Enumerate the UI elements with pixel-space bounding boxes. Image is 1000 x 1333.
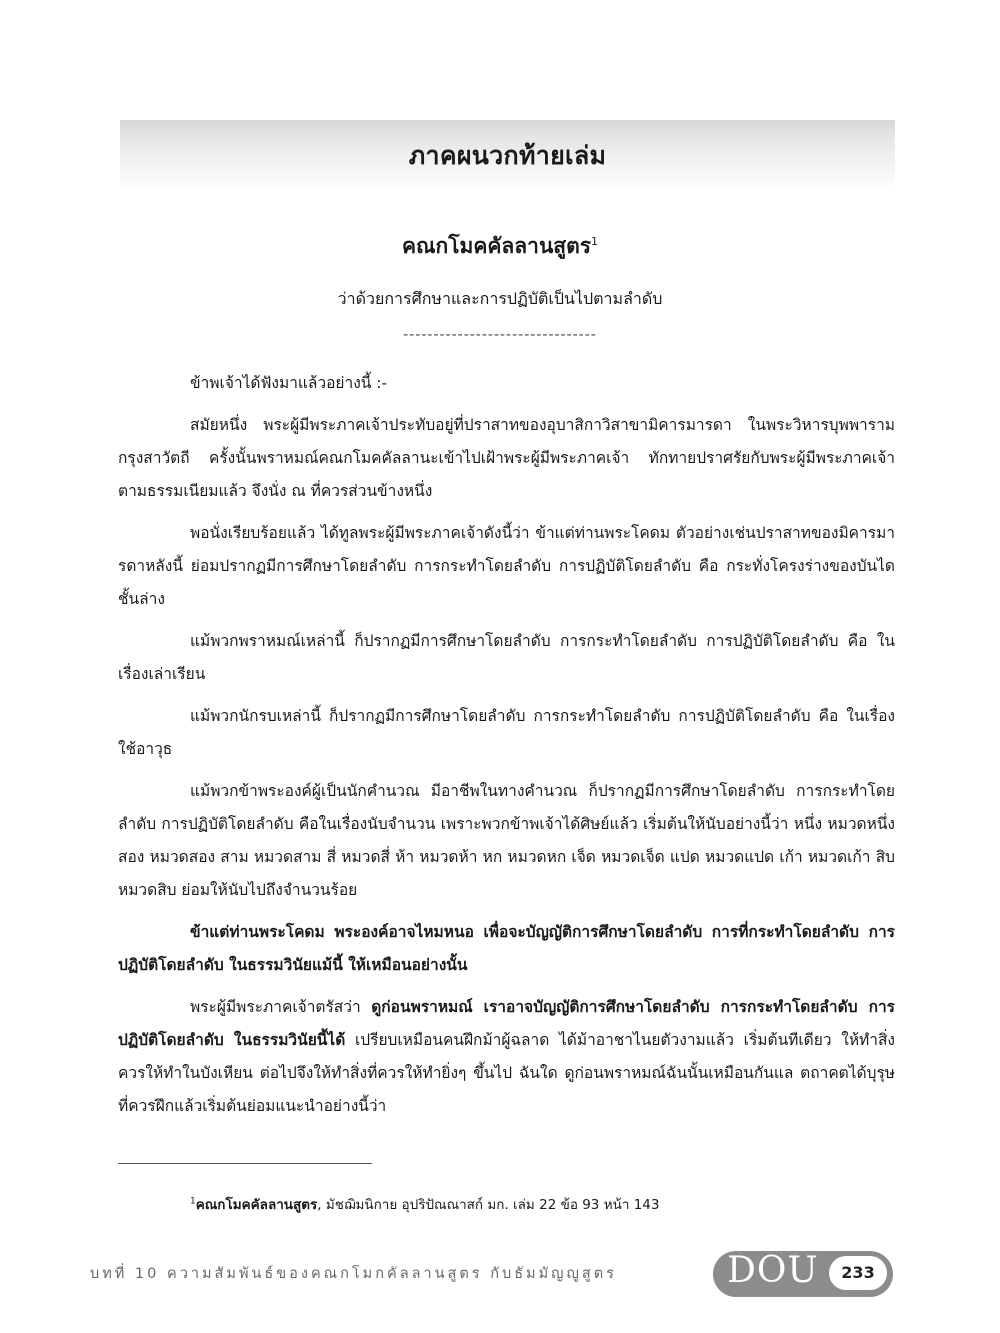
paragraph-text: เปรียบเหมือนคนฝึกม้าผู้ฉลาด ได้ม้าอาชาไนยตัวงามแล้ว เริ่มต้นทีเดียว ให้ทำสิ่งควรให้ทำในบังเหียน ต่อไปจึงให้ทำสิ่งที่ควรให้ทำยิ่งๆ ขึ้นไป ฉันใด ดูก่อนพราหมณ์ฉันนั้นเหมือนกันแล ตถาคตได้บุรุษที่ควรฝึกแล้วเริ่มต้นย่อมแนะนำอย่างนี้ว่า — [118, 1031, 895, 1115]
sutta-title-text: คณกโมคคัลลานสูตร — [401, 234, 592, 258]
section-title: ภาคผนวกท้ายเล่ม — [408, 141, 607, 170]
paragraph: แม้พวกพราหมณ์เหล่านี้ ก็ปรากฏมีการศึกษาโดยลำดับ การกระทำโดยลำดับ การปฏิบัติโดยลำดับ คือ ในเรื่องเล่าเรียน — [118, 632, 895, 683]
bold-text: ข้าแต่ท่านพระโคดม พระองค์อาจไหมหนอ เพื่อจะบัญญัติการศึกษาโดยลำดับ การที่กระทำโดยลำดับ การปฏิบัติโดยลำดับ ในธรรมวินัยแม้นี้ ให้เหมือนอย่างนั้น — [118, 923, 895, 974]
paragraph: แม้พวกนักรบเหล่านี้ ก็ปรากฏมีการศึกษาโดยลำดับ การกระทำโดยลำดับ การปฏิบัติโดยลำดับ คือ ในเรื่องใช้อาวุธ — [118, 707, 895, 758]
running-footer: บทที่ 10 ความสัมพันธ์ของคณกโมกคัลลานสูตร กับธัมมัญญูสูตร — [90, 1266, 617, 1282]
separator-line: -------------------------------- — [403, 327, 597, 343]
dou-logo: DOU — [727, 1250, 819, 1291]
page-number: 233 — [829, 1256, 887, 1290]
paragraph: สมัยหนึ่ง พระผู้มีพระภาคเจ้าประทับอยู่ที่ปราสาทของอุบาสิกาวิสาขามิคารมารดา ในพระวิหารบุพพาราม กรุงสาวัตถี ครั้งนั้นพราหมณ์คณกโมคคัลลานะเข้าไปเฝ้าพระผู้มีพระภาคเจ้า ทักทายปราศรัยกับพระผู้มีพระภาคเจ้า ตามธรรมเนียมแล้ว จึงนั่ง ณ ที่ควรส่วนข้างหนึ่ง — [118, 416, 895, 500]
body-text — [118, 367, 895, 1132]
paragraph-text: พระผู้มีพระภาคเจ้าตรัสว่า — [190, 998, 372, 1016]
bold-text: ดูก่อนพราหมณ์ เราอาจบัญญัติการศึกษาโดยลำดับ การกระทำโดยลำดับ การปฏิบัติโดยลำดับ ในธรรมวินัยนี้ได้ — [118, 998, 895, 1049]
footnote-marker[interactable]: 1 — [591, 235, 599, 248]
footnote-citation: , มัชฌิมนิกาย อุปริปัณณาสก์ มก. เล่ม 22 ข้อ 93 หน้า 143 — [317, 1197, 660, 1213]
paragraph: แม้พวกข้าพระองค์ผู้เป็นนักคำนวณ มีอาชีพในทางคำนวณ ก็ปรากฏมีการศึกษาโดยลำดับ การกระทำโดยลำดับ การปฏิบัติโดยลำดับ คือในเรื่องนับจำนวน เพราะพวกข้าพเจ้าได้ศิษย์แล้ว เริ่มต้นให้นับอย่างนี้ว่า หนึ่ง หมวดหนึ่ง สอง หมวดสอง สาม หมวดสาม สี่ หมวดสี่ ห้า หมวดห้า หก หมวดหก เจ็ด หมวดเจ็ด แปด หมวดแปด เก้า หมวดเก้า สิบหมวดสิบ ย่อมให้นับไปถึงจำนวนร้อย — [118, 782, 895, 899]
sutta-subtitle: ว่าด้วยการศึกษาและการปฏิบัติเป็นไปตามลำดับ — [337, 289, 663, 308]
sutta-title — [0, 230, 1000, 263]
footnote-title: คณกโมคคัลลานสูตร — [195, 1197, 318, 1213]
footnote-divider — [118, 1163, 372, 1164]
paragraph: ข้าพเจ้าได้ฟังมาแล้วอย่างนี้ :- — [190, 374, 388, 392]
paragraph-bold — [118, 916, 895, 982]
paragraph: พอนั่งเรียบร้อยแล้ว ได้ทูลพระผู้มีพระภาคเจ้าดังนี้ว่า ข้าแต่ท่านพระโคดม ตัวอย่างเช่นปราสาทของมิคารมารดาหลังนี้ ย่อมปรากฏมีการศึกษาโดยลำดับ การกระทำโดยลำดับ การปฏิบัติโดยลำดับ คือ กระทั่งโครงร่างของบันไดชั้นล่าง — [118, 524, 895, 608]
footnote-number: 1 — [190, 1196, 196, 1207]
footnote — [190, 1193, 659, 1215]
section-banner — [120, 120, 895, 192]
paragraph — [118, 991, 895, 1123]
